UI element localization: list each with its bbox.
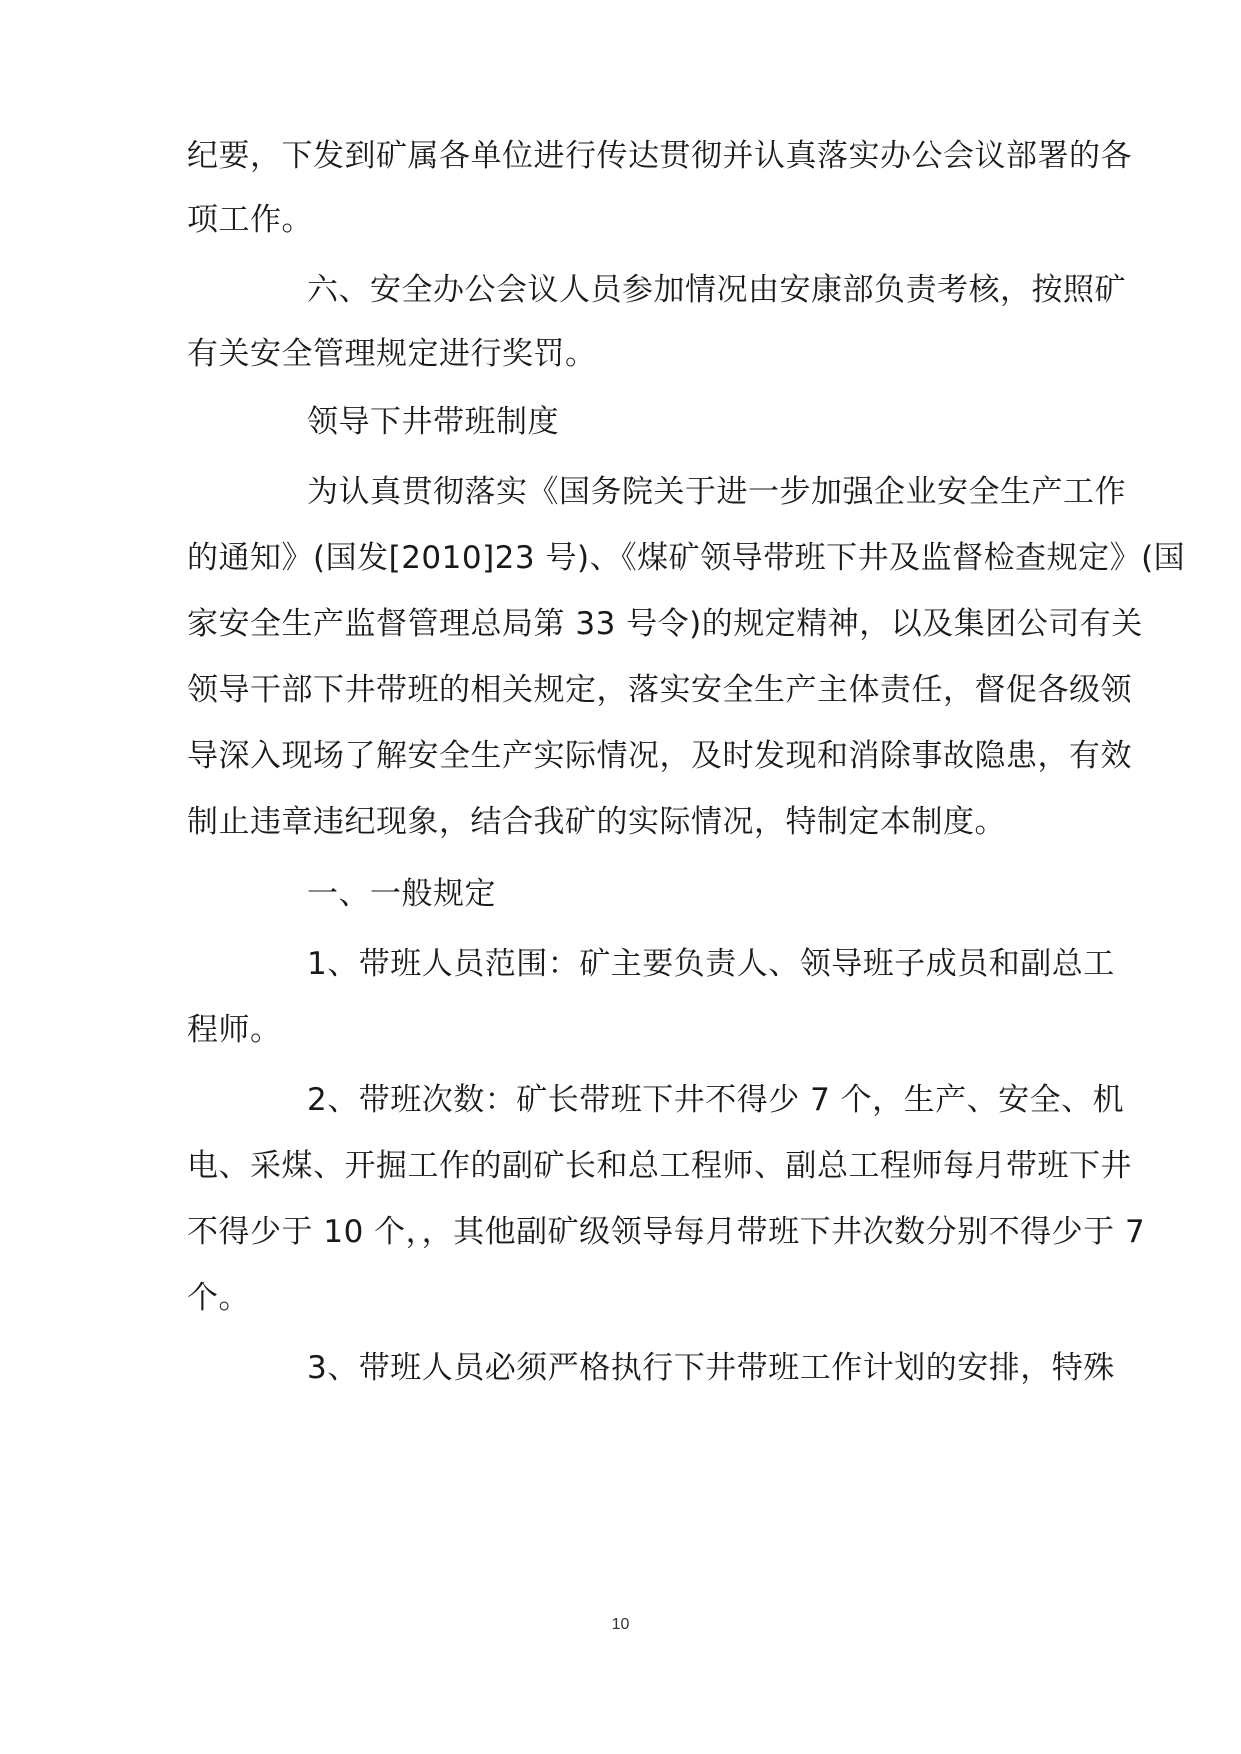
body-text-line: 个。 xyxy=(187,1280,250,1316)
body-text-line: 项工作。 xyxy=(187,202,313,238)
body-text-line: 有关安全管理规定进行奖罚。 xyxy=(187,336,597,372)
body-text-line: 领导干部下井带班的相关规定，落实安全生产主体责任，督促各级领 xyxy=(187,672,1132,708)
body-text-line: 程师。 xyxy=(187,1012,282,1048)
body-text-line: 电、采煤、开掘工作的副矿长和总工程师、副总工程师每月带班下井 xyxy=(187,1148,1132,1184)
intro-paragraph-start: 为认真贯彻落实《国务院关于进一步加强企业安全生产工作 xyxy=(307,474,1126,510)
item-2-start: 2、带班次数：矿长带班下井不得少 7 个，生产、安全、机 xyxy=(307,1082,1125,1118)
subsection-heading: 一、一般规定 xyxy=(307,876,496,912)
item-1-start: 1、带班人员范围：矿主要负责人、领导班子成员和副总工 xyxy=(307,946,1115,982)
body-text-line: 制止违章违纪现象，结合我矿的实际情况，特制定本制度。 xyxy=(187,804,1006,840)
body-text-line: 导深入现场了解安全生产实际情况，及时发现和消除事故隐患，有效 xyxy=(187,738,1132,774)
body-text-line: 不得少于 10 个，，其他副矿级领导每月带班下井次数分别不得少于 7 xyxy=(187,1214,1146,1250)
body-text-line: 家安全生产监督管理总局第 33 号令)的规定精神，以及集团公司有关 xyxy=(187,606,1143,642)
paragraph-six-start: 六、安全办公会议人员参加情况由安康部负责考核，按照矿 xyxy=(307,272,1126,308)
section-heading: 领导下井带班制度 xyxy=(307,404,559,440)
body-text-line: 的通知》(国发[2010]23 号)、《煤矿领导带班下井及监督检查规定》(国 xyxy=(187,540,1186,576)
item-3-start: 3、带班人员必须严格执行下井带班工作计划的安排，特殊 xyxy=(307,1350,1115,1386)
page-number: 10 xyxy=(611,1616,630,1633)
body-text-line: 纪要，下发到矿属各单位进行传达贯彻并认真落实办公会议部署的各 xyxy=(187,138,1132,174)
